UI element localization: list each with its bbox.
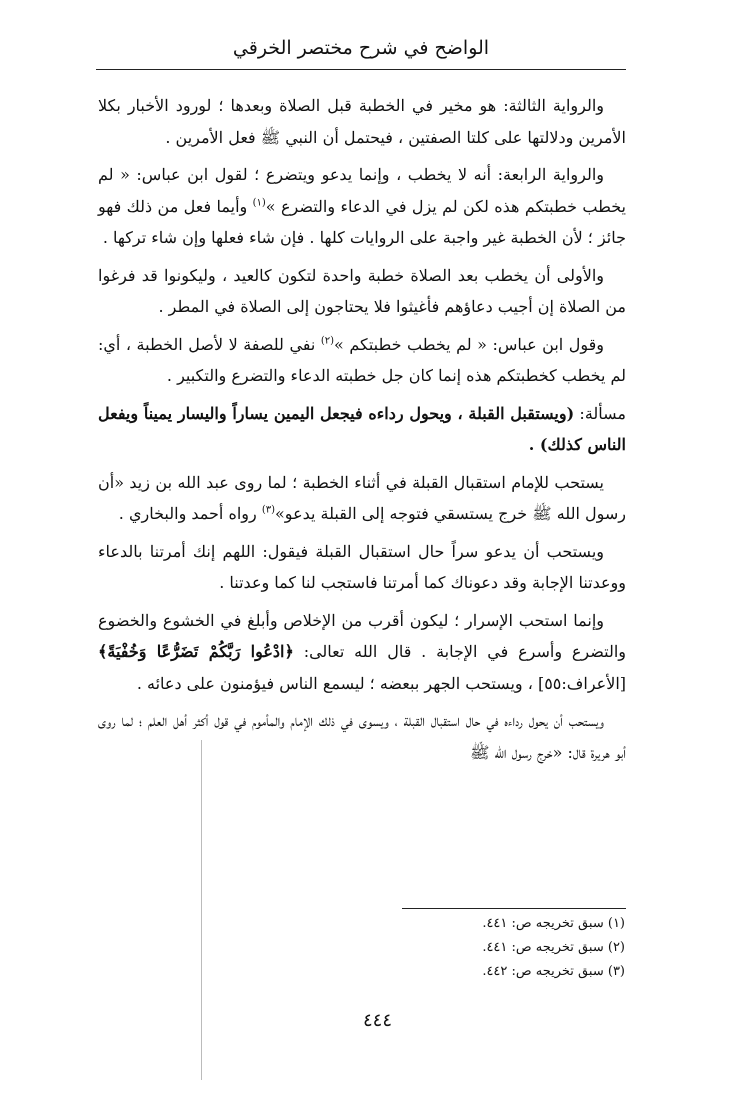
paragraph-dua-sirran: ويستحب أن يدعو سراً حال استقبال القبلة فيقول: اللهم إنك أمرتنا بالدعاء ووعدتنا الإجابة وقد دعوناك كما أمرتنا فاستجب لنا كما وعدتنا .	[98, 541, 626, 592]
footnote-marker-2: (٢)	[320, 335, 335, 347]
header-rule	[96, 69, 626, 70]
footnote-rule	[402, 908, 626, 909]
masala-heading	[98, 398, 626, 461]
masala-text: (ويستقبل القبلة ، ويحول رداءه فيجعل اليمين يساراً واليسار يميناً ويفعل الناس كذلك) .	[98, 403, 626, 454]
paragraph-riwaya-3: والرواية الثالثة: هو مخير في الخطبة قبل الصلاة وبعدها ؛ لورود الأخبار بكلا الأمرين ودلالتها على كلتا الصفتين ، فيحتمل أن النبي ﷺ فعل الأمرين .	[98, 96, 626, 147]
paragraph-riwaya-4	[98, 159, 626, 254]
paragraph-text: والرواية الرابعة: أنه لا يخطب ، وإنما يدعو ويتضرع ؛ لقول ابن عباس: « لم يخطب خطبتكم هذه لكن لم يزل في الدعاء والتضرع »	[98, 165, 626, 216]
paragraph-tahwil: ويستحب أن يحول رداءه في حال استقبال القبلة ، ويسوى في ذلك الإمام والمأموم في قول أكثر أهل العلم ؛ لما روى أبو هريرة قال: «خرج رسول الله ﷺ	[98, 711, 626, 762]
running-header: الواضح في شرح مختصر الخرقي	[232, 37, 490, 59]
masala-label: مسألة:	[574, 403, 626, 423]
footnote-marker-1: (١)	[252, 197, 266, 209]
main-text	[98, 90, 626, 774]
paragraph-ibn-abbas	[98, 329, 626, 392]
page-number: ٤٤٤	[362, 1010, 392, 1031]
paragraph-israr	[98, 605, 626, 700]
paragraph-text: نفي للصفة لا لأصل الخطبة ، أي: لم يخطب كخطبتكم هذه إنما كان جل خطبته الدعاء والتضرع والتكبير .	[98, 334, 626, 385]
paragraph-text: وأيما فعل من ذلك فهو جائز ؛ لأن الخطبة غير واجبة على الروايات كلها . فإن شاء فعلها وإن شاء تركها .	[98, 196, 626, 247]
paragraph-text: يستحب للإمام استقبال القبلة في أثناء الخطبة ؛ لما روى عبد الله بن زيد «أن رسول الله ﷺ خرج يستسقي فتوجه إلى القبلة يدعو»	[98, 472, 626, 523]
footnotes	[325, 912, 625, 984]
paragraph-text: رواه أحمد والبخاري .	[118, 504, 262, 523]
paragraph-istiqbal	[98, 467, 626, 530]
footnote-2: (٢) سبق تخريجه ص: ٤٤١.	[482, 940, 625, 955]
footnote-marker-3: (٣)	[261, 504, 276, 516]
scan-artifact-line	[201, 740, 202, 1080]
paragraph-text: وقول ابن عباس: « لم يخطب خطبتكم »	[334, 334, 604, 354]
footnote-1: (١) سبق تخريجه ص: ٤٤١.	[482, 916, 625, 931]
paragraph-text: [الأعراف:٥٥] ، ويستحب الجهر ببعضه ؛ ليسمع الناس فيؤمنون على دعائه .	[136, 673, 626, 693]
footnote-3: (٣) سبق تخريجه ص: ٤٤٢.	[482, 964, 625, 979]
paragraph-awla: والأولى أن يخطب بعد الصلاة خطبة واحدة لتكون كالعيد ، وليكونوا قد فرغوا من الصلاة إن أجيب دعاؤهم فأغيثوا فلا يحتاجون إلى الصلاة في المطر .	[98, 265, 626, 316]
quran-verse: ﴿ادْعُوا رَبَّكُمْ تَضَرُّعًا وَخُفْيَةً﴾	[98, 642, 294, 661]
paragraph-text: وإنما استحب الإسرار ؛ ليكون أقرب من الإخلاص وأبلغ في الخشوع والخضوع والتضرع وأسرع في الإجابة . قال الله تعالى:	[98, 610, 626, 661]
